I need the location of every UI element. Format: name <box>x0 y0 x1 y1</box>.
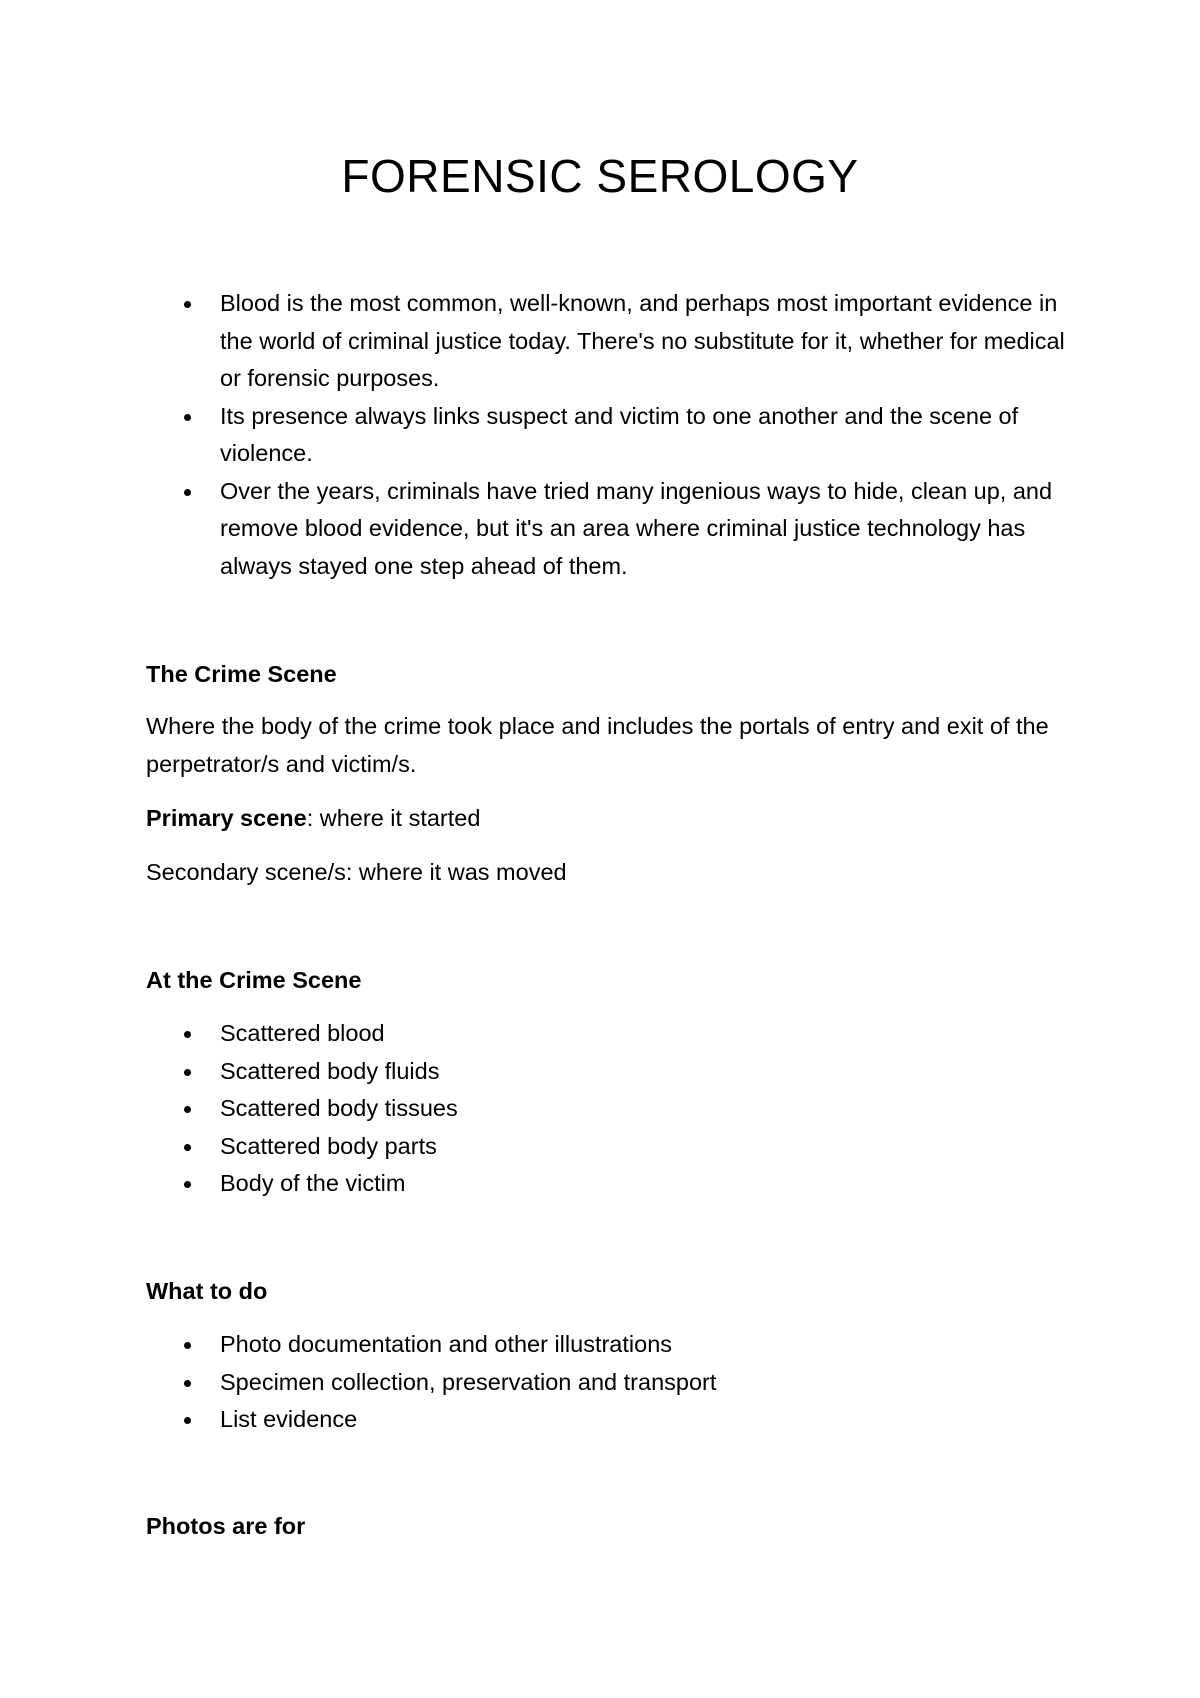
list-item-text: Blood is the most common, well-known, and perhaps most important evidence in the world of criminal justice today. There's no substitute for it, whether for medical or forensic purposes. <box>220 290 1065 391</box>
list-item-text: Photo documentation and other illustrations <box>220 1331 673 1357</box>
crime-scene-definition: Where the body of the crime took place and includes the portals of entry and exit of the perpetrator/s and victim/s. <box>146 713 1049 777</box>
bullet-icon <box>184 1417 191 1424</box>
list-item <box>146 473 1066 586</box>
bullet-icon <box>184 1031 191 1038</box>
list-item <box>146 1364 1066 1402</box>
list-item <box>146 1165 1066 1203</box>
list-item-text: Over the years, criminals have tried many ingenious ways to hide, clean up, and remove blood evidence, but it's an area where criminal justice technology has always stayed one step ahead of them. <box>220 477 1053 579</box>
bullet-icon <box>184 1380 191 1387</box>
list-item <box>146 1401 1066 1439</box>
list-item <box>146 1128 1066 1166</box>
list-item-text: Scattered body tissues <box>220 1095 458 1121</box>
bullet-icon <box>184 489 191 496</box>
intro-bullet-list <box>146 285 1066 585</box>
list-item-text: Specimen collection, preservation and transport <box>220 1368 717 1395</box>
bullet-icon <box>184 1144 191 1151</box>
list-item <box>146 1326 1066 1364</box>
bullet-icon <box>184 1069 191 1076</box>
list-item-text: Scattered blood <box>220 1020 385 1046</box>
list-item <box>146 1015 1066 1053</box>
bullet-icon <box>184 1181 191 1188</box>
list-item <box>146 285 1066 398</box>
list-item <box>146 1053 1066 1091</box>
primary-scene-label: Primary scene <box>146 805 307 831</box>
bullet-icon <box>184 301 191 308</box>
bullet-icon <box>184 414 191 421</box>
list-item-text: Scattered body fluids <box>220 1057 440 1084</box>
page-title: FORENSIC SEROLOGY <box>341 150 859 202</box>
what-to-do-heading: What to do <box>146 1278 268 1304</box>
crime-scene-heading: The Crime Scene <box>146 661 337 687</box>
list-item-text: Scattered body parts <box>220 1132 437 1159</box>
at-crime-scene-heading: At the Crime Scene <box>146 967 362 993</box>
at-crime-scene-list <box>146 1015 1066 1203</box>
list-item-text: List evidence <box>220 1406 358 1432</box>
bullet-icon <box>184 1342 191 1349</box>
photos-heading: Photos are for <box>146 1513 306 1539</box>
list-item <box>146 1090 1066 1128</box>
primary-scene-line <box>146 800 1066 838</box>
list-item <box>146 398 1066 473</box>
list-item-text: Its presence always links suspect and victim to one another and the scene of violence. <box>220 402 1019 466</box>
list-item-text: Body of the victim <box>220 1170 406 1196</box>
primary-scene-text: : where it started <box>306 805 481 831</box>
bullet-icon <box>184 1106 191 1113</box>
what-to-do-list <box>146 1326 1066 1439</box>
secondary-scene-line: Secondary scene/s: where it was moved <box>146 859 567 885</box>
